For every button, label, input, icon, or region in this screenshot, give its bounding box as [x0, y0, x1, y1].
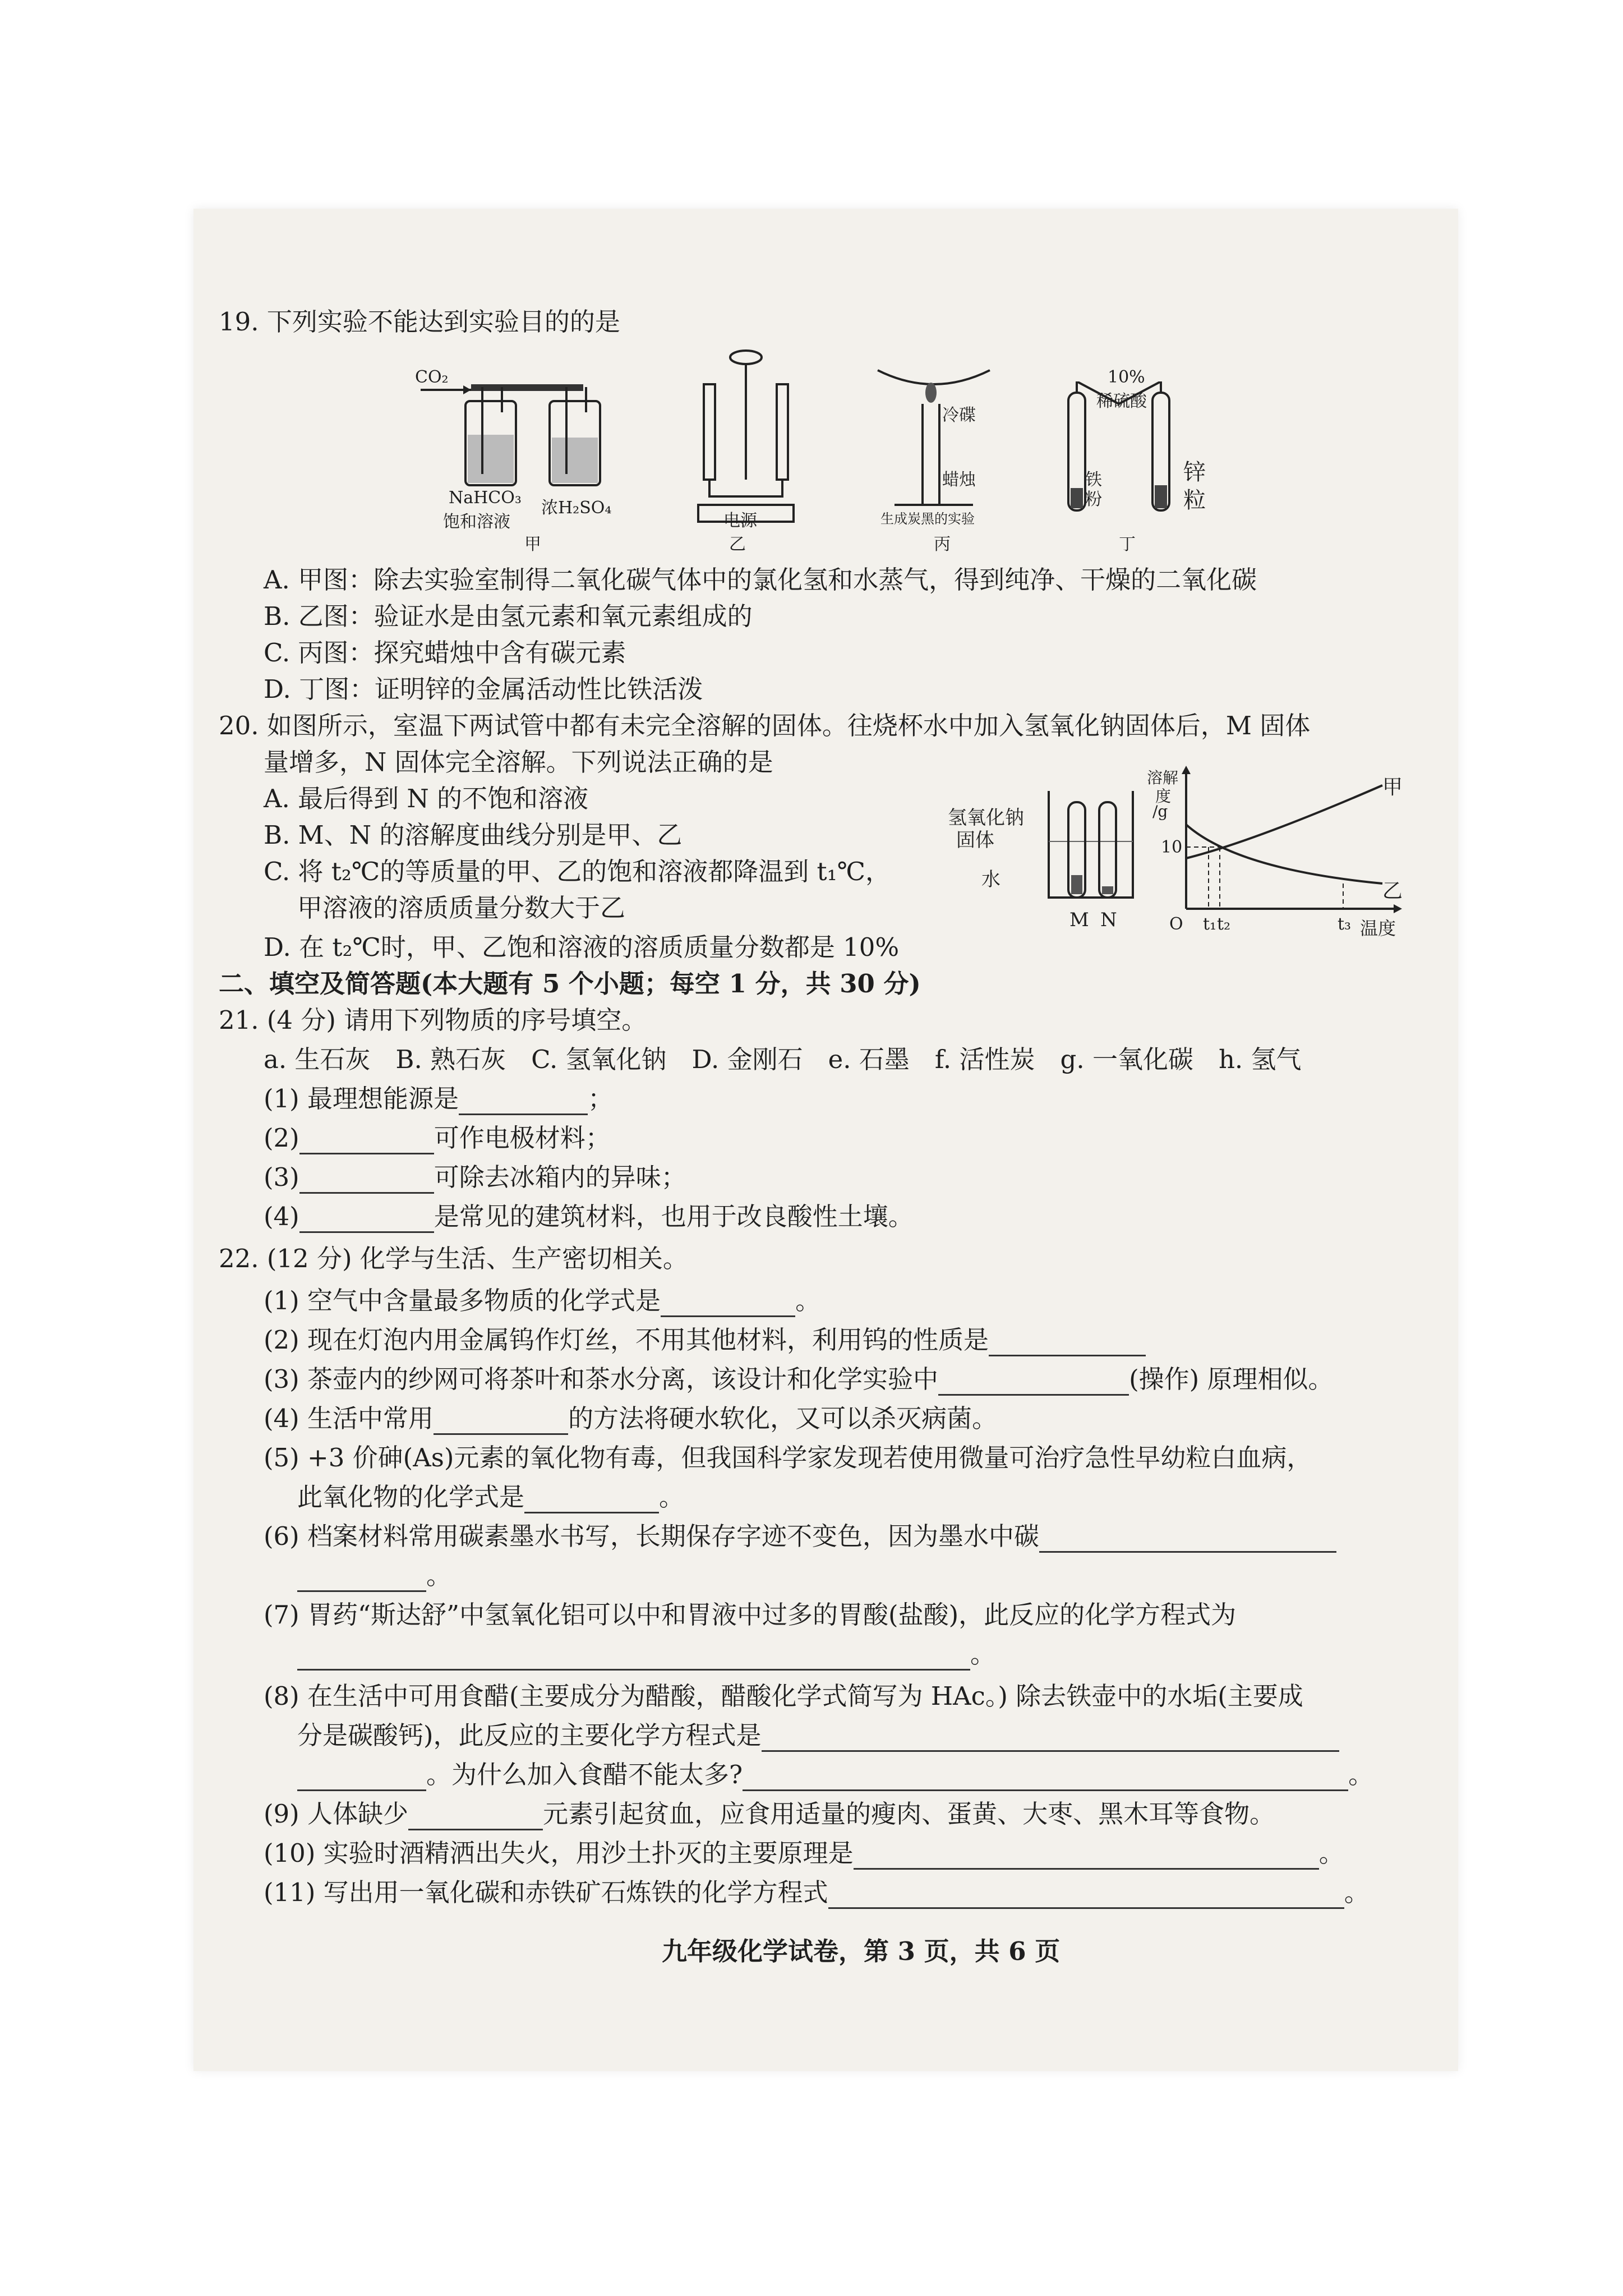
q22-item-2: (2) 现在灯泡内用金属钨作灯丝，不用其他材料，利用钨的性质是 — [264, 1324, 1146, 1356]
curve-jia — [1186, 785, 1382, 858]
beaker-naoh2: 固体 — [956, 829, 994, 852]
jia-bottle1b-label: 饱和溶液 — [443, 512, 510, 532]
ding-iron: 铁 — [1085, 470, 1102, 490]
beaker-n: N — [1100, 909, 1117, 931]
q22-item-7: (7) 胃药“斯达舒”中氢氧化铝可以中和胃液中过多的胃酸(盐酸)，此反应的化学方程式为 — [264, 1600, 1237, 1630]
answer-blank[interactable] — [299, 1167, 434, 1194]
answer-blank[interactable] — [828, 1883, 1344, 1909]
q22-item-8a: (8) 在生活中可用食醋(主要成分为醋酸，醋酸化学式简写为 HAc。) 除去铁壶中的水垢(主要成 — [264, 1681, 1303, 1711]
answer-blank[interactable] — [459, 1089, 588, 1115]
answer-blank[interactable] — [299, 1128, 434, 1154]
chart-ylabel-3: /g — [1152, 802, 1168, 821]
solubility-chart — [1169, 763, 1405, 920]
q22-item-3: (3) 茶壶内的纱网可将茶叶和茶水分离，该设计和化学实验中 (操作) 原理相似。 — [264, 1363, 1333, 1396]
bing-caption: 丙 — [934, 535, 951, 554]
q22-item-6-cont: 。 — [297, 1559, 451, 1592]
jia-bottle2-label: 浓H₂SO₄ — [541, 498, 612, 518]
chart-series-jia: 甲 — [1382, 776, 1403, 799]
beaker-naoh: 氢氧化钠 — [948, 807, 1024, 829]
chart-xlabel: 温度 — [1360, 918, 1396, 939]
answer-blank[interactable] — [297, 1765, 426, 1791]
chart-ylabel-2: 度 — [1155, 787, 1172, 806]
jia-gas-label: CO₂ — [415, 367, 449, 387]
jia-caption: 甲 — [524, 535, 541, 554]
chart-series-yi: 乙 — [1382, 880, 1403, 903]
ding-zinc2: 粒 — [1183, 487, 1206, 513]
chart-ylabel-1: 溶解 — [1147, 769, 1179, 787]
q19-stem: 19. 下列实验不能达到实验目的的是 — [219, 307, 620, 337]
answer-blank[interactable] — [1039, 1526, 1336, 1553]
q21-item-4: (4) 是常见的建筑材料，也用于改良酸性土壤。 — [264, 1200, 914, 1233]
q22-item-5b: 此氧化物的化学式是 。 — [297, 1481, 684, 1513]
chart-tick-t3: t₃ — [1338, 914, 1352, 934]
q22-item-8c: 。为什么加入食醋不能太多? 。 — [297, 1759, 1373, 1791]
beaker-m: M — [1069, 909, 1089, 931]
curve-yi — [1186, 825, 1382, 884]
q19-option-c: C. 丙图：探究蜡烛中含有碳元素 — [264, 638, 626, 668]
q22-item-4: (4) 生活中常用 的方法将硬水软化，又可以杀灭病菌。 — [264, 1402, 997, 1435]
answer-blank[interactable] — [297, 1566, 426, 1592]
figure-bing — [872, 353, 1001, 527]
figure-yi — [681, 345, 810, 530]
answer-blank[interactable] — [299, 1207, 434, 1233]
ding-acid: 稀硫酸 — [1096, 392, 1147, 411]
beaker-water: 水 — [981, 868, 1000, 891]
answer-blank[interactable] — [434, 1409, 568, 1435]
q22-item-8b: 分是碳酸钙)，此反应的主要化学方程式是 — [297, 1719, 1339, 1752]
ding-acid-pct: 10% — [1108, 367, 1145, 387]
q22-item-9: (9) 人体缺少 元素引起贫血，应食用适量的瘦肉、蛋黄、大枣、黑木耳等食物。 — [264, 1798, 1275, 1830]
q22-item-6: (6) 档案材料常用碳素墨水书写，长期保存字迹不变色，因为墨水中碳 — [264, 1520, 1336, 1553]
q22-item-7-cont: 。 — [297, 1638, 995, 1671]
answer-blank[interactable] — [854, 1843, 1319, 1870]
ding-iron2: 粉 — [1085, 490, 1102, 509]
yi-power-label: 电源 — [723, 511, 757, 531]
q20-option-a: A. 最后得到 N 的不饱和溶液 — [264, 784, 589, 813]
q21-stem: 21. (4 分) 请用下列物质的序号填空。 — [219, 1005, 647, 1035]
q20-option-d: D. 在 t₂℃时，甲、乙饱和溶液的溶质质量分数都是 10% — [264, 932, 900, 962]
bing-label: 生成炭黑的实验 — [880, 511, 975, 527]
section-2-heading: 二、填空及简答题(本大题有 5 个小题；每空 1 分，共 30 分) — [219, 969, 921, 999]
answer-blank[interactable] — [524, 1487, 659, 1513]
q21-item-2: (2) 可作电极材料； — [264, 1122, 611, 1154]
chart-origin: O — [1169, 914, 1183, 934]
answer-blank[interactable] — [743, 1765, 1348, 1791]
q20-beaker-figure — [1043, 785, 1138, 909]
chart-tick-t1: t₁ — [1203, 914, 1217, 934]
q21-choices: a. 生石灰 B. 熟石灰 C. 氢氧化钠 D. 金刚石 e. 石墨 f. 活性炭 g. 一氧化碳 h. 氢气 — [264, 1045, 1302, 1074]
answer-blank[interactable] — [762, 1726, 1339, 1752]
chart-tick-10: 10 — [1161, 838, 1183, 857]
bing-candle-label: 蜡烛 — [942, 470, 976, 490]
page-footer: 九年级化学试卷，第 3 页，共 6 页 — [662, 1936, 1061, 1966]
q19-option-a: A. 甲图：除去实验室制得二氧化碳气体中的氯化氢和水蒸气，得到纯净、干燥的二氧化碳 — [264, 565, 1257, 595]
answer-blank[interactable] — [661, 1291, 795, 1317]
q22-item-1: (1) 空气中含量最多物质的化学式是 。 — [264, 1285, 820, 1317]
bing-lid-label: 冷碟 — [942, 406, 976, 425]
q19-option-b: B. 乙图：验证水是由氢元素和氧元素组成的 — [264, 601, 753, 631]
q20-option-c: C. 将 t₂℃的等质量的甲、乙的饱和溶液都降温到 t₁℃， — [264, 857, 891, 886]
q19-option-d: D. 丁图：证明锌的金属活动性比铁活泼 — [264, 674, 703, 704]
yi-caption: 乙 — [729, 535, 746, 554]
q22-item-10: (10) 实验时酒精洒出失火，用沙土扑灭的主要原理是 。 — [264, 1837, 1344, 1870]
answer-blank[interactable] — [989, 1330, 1146, 1356]
answer-blank[interactable] — [408, 1804, 543, 1830]
jia-bottle1-label: NaHCO₃ — [449, 488, 522, 508]
q20-option-c-cont: 甲溶液的溶质质量分数大于乙 — [297, 893, 626, 923]
ding-zinc: 锌 — [1183, 459, 1206, 485]
q20-option-b: B. M、N 的溶解度曲线分别是甲、乙 — [264, 820, 683, 850]
q22-item-11: (11) 写出用一氧化碳和赤铁矿石炼铁的化学方程式 。 — [264, 1876, 1370, 1909]
answer-blank[interactable] — [297, 1644, 970, 1671]
q22-stem: 22. (12 分) 化学与生活、生产密切相关。 — [219, 1244, 688, 1273]
q22-item-5a: (5) +3 价砷(As)元素的氧化物有毒，但我国科学家发现若使用微量可治疗急性早幼粒白血病， — [264, 1443, 1312, 1473]
q21-item-3: (3) 可除去冰箱内的异味； — [264, 1161, 686, 1194]
ding-caption: 丁 — [1119, 535, 1136, 554]
q20-stem-2: 量增多，N 固体完全溶解。下列说法正确的是 — [264, 747, 773, 777]
q20-stem-1: 20. 如图所示，室温下两试管中都有未完全溶解的固体。往烧杯水中加入氢氧化钠固体后，M 固体 — [219, 711, 1311, 740]
answer-blank[interactable] — [938, 1369, 1129, 1396]
q21-item-1: (1) 最理想能源是 ； — [264, 1083, 613, 1115]
chart-tick-t2: t₂ — [1217, 914, 1231, 934]
